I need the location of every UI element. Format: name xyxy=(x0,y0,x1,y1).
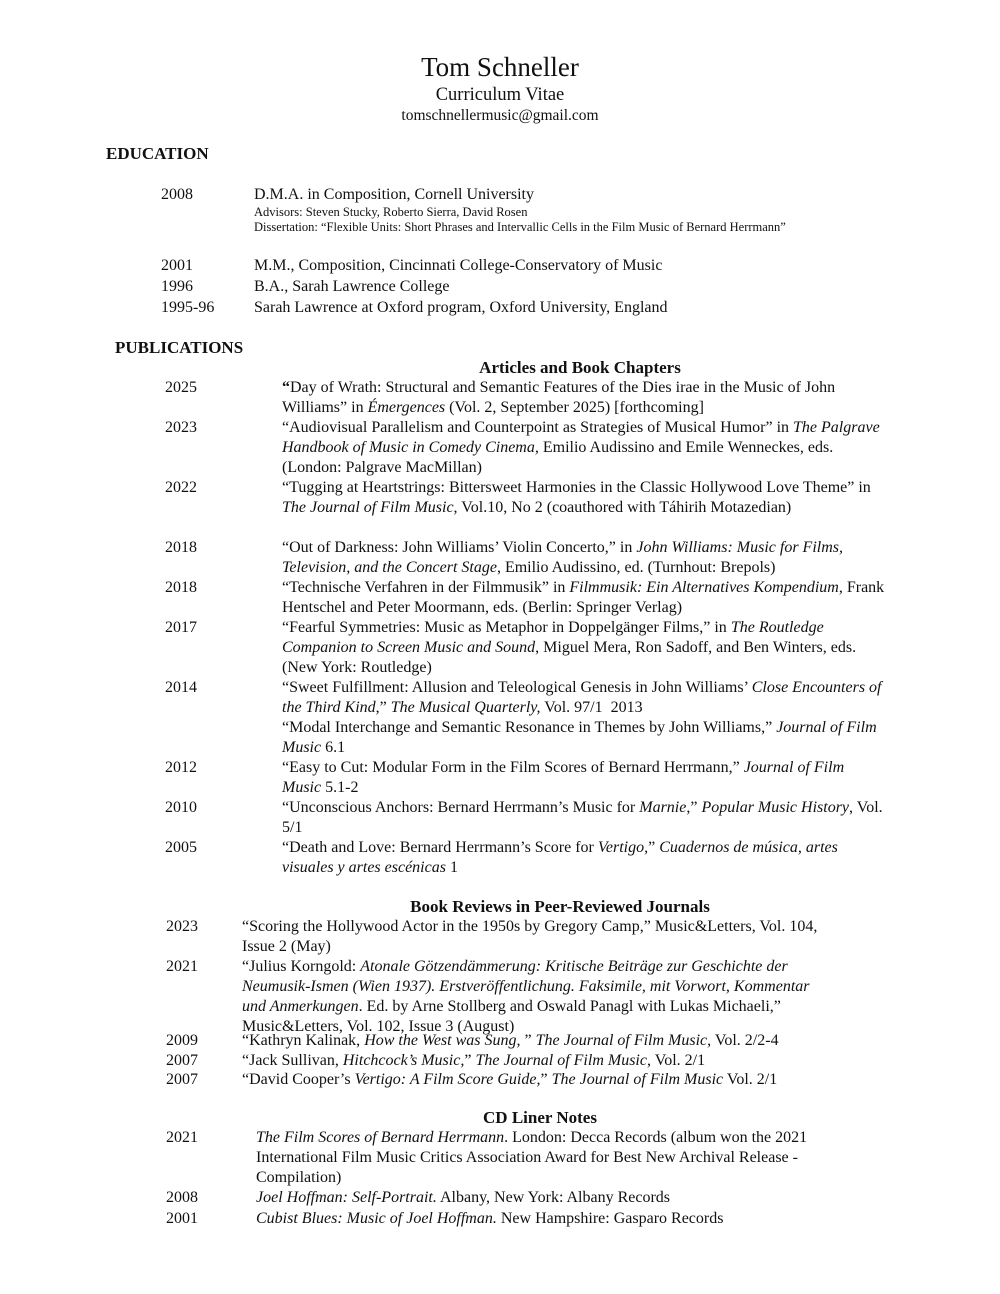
article-year: 2018 xyxy=(165,579,197,596)
review-entry: “Kathryn Kalinak, How the West was Sung, ” The Journal of Film Music, Vol. 2/2-4 xyxy=(242,1032,779,1049)
education-heading: EDUCATION xyxy=(106,144,209,163)
education-year: 2008 xyxy=(161,186,193,203)
review-entry: “Julius Korngold: Atonale Götzendämmerung: Kritische Beiträge zur Geschichte der Neumusik-Ismen (Wien 1937). Erstveröffentlichung. Faksimile, mit Vorwort, Kommentar und Anmerkungen. Ed. by Arne Stollberg and Oswald Panagl with Lukas Michaeli,” Music&Letters, Vol. 102, Issue 3 (August) xyxy=(242,958,810,1035)
article-entry: “Unconscious Anchors: Bernard Herrmann’s Music for Marnie,” Popular Music History, Vol. 5/1 xyxy=(282,799,883,836)
publications-heading: PUBLICATIONS xyxy=(115,338,244,357)
email-address[interactable]: tomschnellermusic@gmail.com xyxy=(401,107,599,124)
education-dissertation: Dissertation: “Flexible Units: Short Phrases and Intervallic Cells in the Film Music of Bernard Herrmann” xyxy=(254,220,786,234)
article-entry: “Technische Verfahren in der Filmmusik” in Filmmusik: Ein Alternatives Kompendium, Frank Hentschel and Peter Moormann, eds. (Berlin: Springer Verlag) xyxy=(282,579,885,616)
liner-note-year: 2021 xyxy=(166,1129,198,1146)
review-year: 2009 xyxy=(166,1032,198,1049)
document-subtitle: Curriculum Vitae xyxy=(435,85,565,105)
author-name: Tom Schneller xyxy=(421,52,579,82)
article-entry: “Day of Wrath: Structural and Semantic Features of the Dies irae in the Music of John Williams” in Émergences (Vol. 2, September 2025) [forthcoming] xyxy=(282,379,836,416)
article-year: 2018 xyxy=(165,539,197,556)
reviews-heading: Book Reviews in Peer-Reviewed Journals xyxy=(410,897,710,916)
liner-note-entry: The Film Scores of Bernard Herrmann. London: Decca Records (album won the 2021 International Film Music Critics Association Award for Best New Archival Release - Compilation) xyxy=(256,1129,808,1186)
article-entry: “Fearful Symmetries: Music as Metaphor in Doppelgänger Films,” in The Routledge Companion to Screen Music and Sound, Miguel Mera, Ron Sadoff, and Ben Winters, eds. (New York: Routledge) xyxy=(282,619,857,676)
education-degree: M.M., Composition, Cincinnati College-Conservatory of Music xyxy=(254,257,663,274)
article-year: 2005 xyxy=(165,839,197,856)
article-year: 2014 xyxy=(165,679,197,696)
article-year: 2025 xyxy=(165,379,197,396)
review-year: 2007 xyxy=(166,1071,198,1088)
liner-note-year: 2008 xyxy=(166,1189,198,1206)
article-entry: “Sweet Fulfillment: Allusion and Teleological Genesis in John Williams’ Close Encounters of the Third Kind,” The Musical Quarterly, Vol. 97/1 2013 “Modal Interchange and Semantic Resonance in Themes by John Williams,” Journal of Film Music 6.1 xyxy=(282,679,882,756)
liner-note-year: 2001 xyxy=(166,1210,198,1227)
liner-notes-heading: CD Liner Notes xyxy=(483,1108,597,1127)
review-year: 2023 xyxy=(166,918,198,935)
article-entry: “Death and Love: Bernard Herrmann’s Score for Vertigo,” Cuadernos de música, artes visuales y artes escénicas 1 xyxy=(282,839,838,876)
article-entry: “Audiovisual Parallelism and Counterpoint as Strategies of Musical Humor” in The Palgrave Handbook of Music in Comedy Cinema, Emilio Audissino and Emile Wenneckes, eds. (London: Palgrave MacMillan) xyxy=(282,419,880,476)
education-year: 2001 xyxy=(161,257,193,274)
education-degree: B.A., Sarah Lawrence College xyxy=(254,278,450,295)
article-year: 2012 xyxy=(165,759,197,776)
education-entry xyxy=(254,185,834,235)
article-entry: “Easy to Cut: Modular Form in the Film Scores of Bernard Herrmann,” Journal of Film Music 5.1-2 xyxy=(282,759,845,796)
article-entry: “Out of Darkness: John Williams’ Violin Concerto,” in John Williams: Music for Films, Television, and the Concert Stage, Emilio Audissino, ed. (Turnhout: Brepols) xyxy=(282,539,843,576)
article-entry: “Tugging at Heartstrings: Bittersweet Harmonies in the Classic Hollywood Love Theme” in The Journal of Film Music, Vol.10, No 2 (coauthored with Táhirih Motazedian) xyxy=(282,479,871,516)
review-entry: “Jack Sullivan, Hitchcock’s Music,” The Journal of Film Music, Vol. 2/1 xyxy=(242,1052,706,1069)
cv-header xyxy=(0,50,1000,126)
review-year: 2007 xyxy=(166,1052,198,1069)
education-advisors: Advisors: Steven Stucky, Roberto Sierra, David Rosen xyxy=(254,205,528,219)
article-year: 2023 xyxy=(165,419,197,436)
liner-note-entry: Cubist Blues: Music of Joel Hoffman. New Hampshire: Gasparo Records xyxy=(256,1210,724,1227)
article-year: 2010 xyxy=(165,799,197,816)
liner-note-entry: Joel Hoffman: Self-Portrait. Albany, New York: Albany Records xyxy=(256,1189,671,1206)
articles-heading: Articles and Book Chapters xyxy=(479,358,681,377)
education-degree: D.M.A. in Composition, Cornell University xyxy=(254,186,534,203)
review-year: 2021 xyxy=(166,958,198,975)
review-entry: “David Cooper’s Vertigo: A Film Score Guide,” The Journal of Film Music Vol. 2/1 xyxy=(242,1071,778,1088)
review-entry: “Scoring the Hollywood Actor in the 1950s by Gregory Camp,” Music&Letters, Vol. 104, Issue 2 (May) xyxy=(242,918,818,955)
education-year: 1996 xyxy=(161,278,193,295)
article-year: 2017 xyxy=(165,619,197,636)
article-year: 2022 xyxy=(165,479,197,496)
education-year: 1995-96 xyxy=(161,299,215,316)
education-degree: Sarah Lawrence at Oxford program, Oxford University, England xyxy=(254,299,668,316)
